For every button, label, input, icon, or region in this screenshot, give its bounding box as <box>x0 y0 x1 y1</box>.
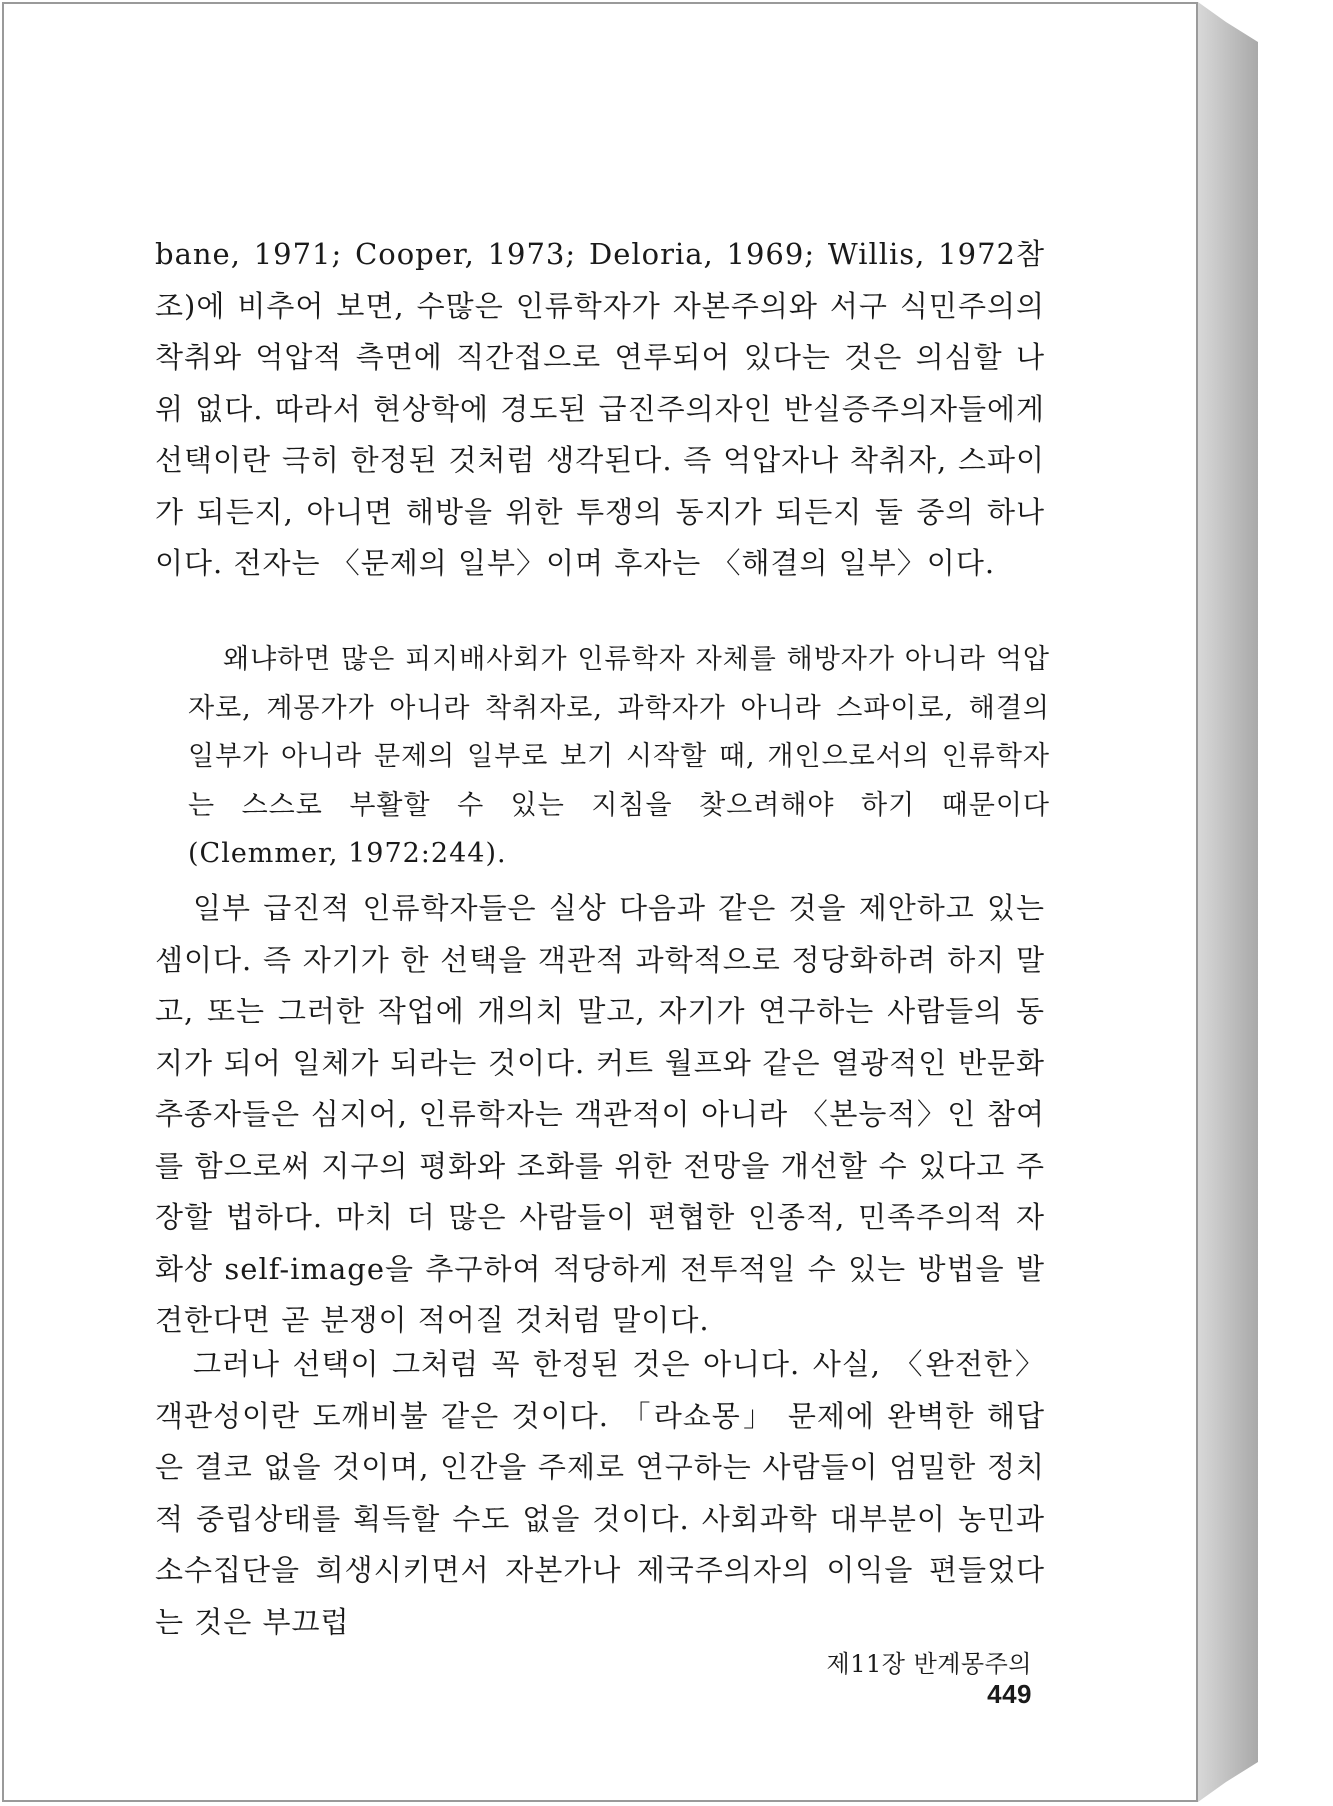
body-paragraph-2: 일부 급진적 인류학자들은 실상 다음과 같은 것을 제안하고 있는 셈이다. 즉 자기가 한 선택을 객관적 과학적으로 정당화하려 하지 말고, 또는 그러한 작업에 개의치 말고, 자기가 연구하는 사람들의 동지가 되어 일체가 되라는 것이다. 커트 월프와 같은 열광적인 반문화 추종자들은 심지어, 인류학자는 객관적이 아니라 〈본능적〉인 참여를 함으로써 지구의 평화와 조화를 위한 전망을 개선할 수 있다고 주장할 법하다. 마치 더 많은 사람들이 편협한 인종적, 민족주의적 자화상 self-image을 추구하여 적당하게 전투적일 수 있는 방법을 발견한다면 곧 분쟁이 적어질 것처럼 말이다. <box>155 891 1045 1337</box>
running-footer <box>770 1644 1032 1710</box>
chapter-title: 제11장 반계몽주의 <box>826 1650 1032 1678</box>
body-paragraph-1: bane, 1971; Cooper, 1973; Deloria, 1969; Willis, 1972참조)에 비추어 보면, 수많은 인류학자가 자본주의와 서구 식민주의의 착취와 억압적 측면에 직간접으로 연루되어 있다는 것은 의심할 나위 없다. 따라서 현상학에 경도된 급진주의자인 반실증주의자들에게 선택이란 극히 한정된 것처럼 생각된다. 즉 억압자나 착취자, 스파이가 되든지, 아니면 해방을 위한 투쟁의 동지가 되든지 둘 중의 하나이다. 전자는 〈문제의 일부〉이며 후자는 〈해결의 일부〉이다. <box>155 237 1045 580</box>
block-quote: 왜냐하면 많은 피지배사회가 인류학자 자체를 해방자가 아니라 억압자로, 계몽가가 아니라 착취자로, 과학자가 아니라 스파이로, 해결의 일부가 아니라 문제의 일부로 보기 시작할 때, 개인으로서의 인류학자는 스스로 부활할 수 있는 지침을 찾으려해야 하기 때문이다(Clemmer, 1972:244). <box>188 644 1050 869</box>
page-number: 449 <box>987 1679 1032 1709</box>
body-paragraph-3: 그러나 선택이 그처럼 꼭 한정된 것은 아니다. 사실, 〈완전한〉 객관성이란 도깨비불 같은 것이다. 「라쇼몽」 문제에 완벽한 해답은 결코 없을 것이며, 인간을 주제로 연구하는 사람들이 엄밀한 정치적 중립상태를 획득할 수도 없을 것이다. 사회과학 대부분이 농민과 소수집단을 희생시키면서 자본가나 제국주의자의 이익을 편들었다는 것은 부끄럽 <box>155 1347 1045 1639</box>
page-edge-shadow <box>1198 2 1258 1802</box>
